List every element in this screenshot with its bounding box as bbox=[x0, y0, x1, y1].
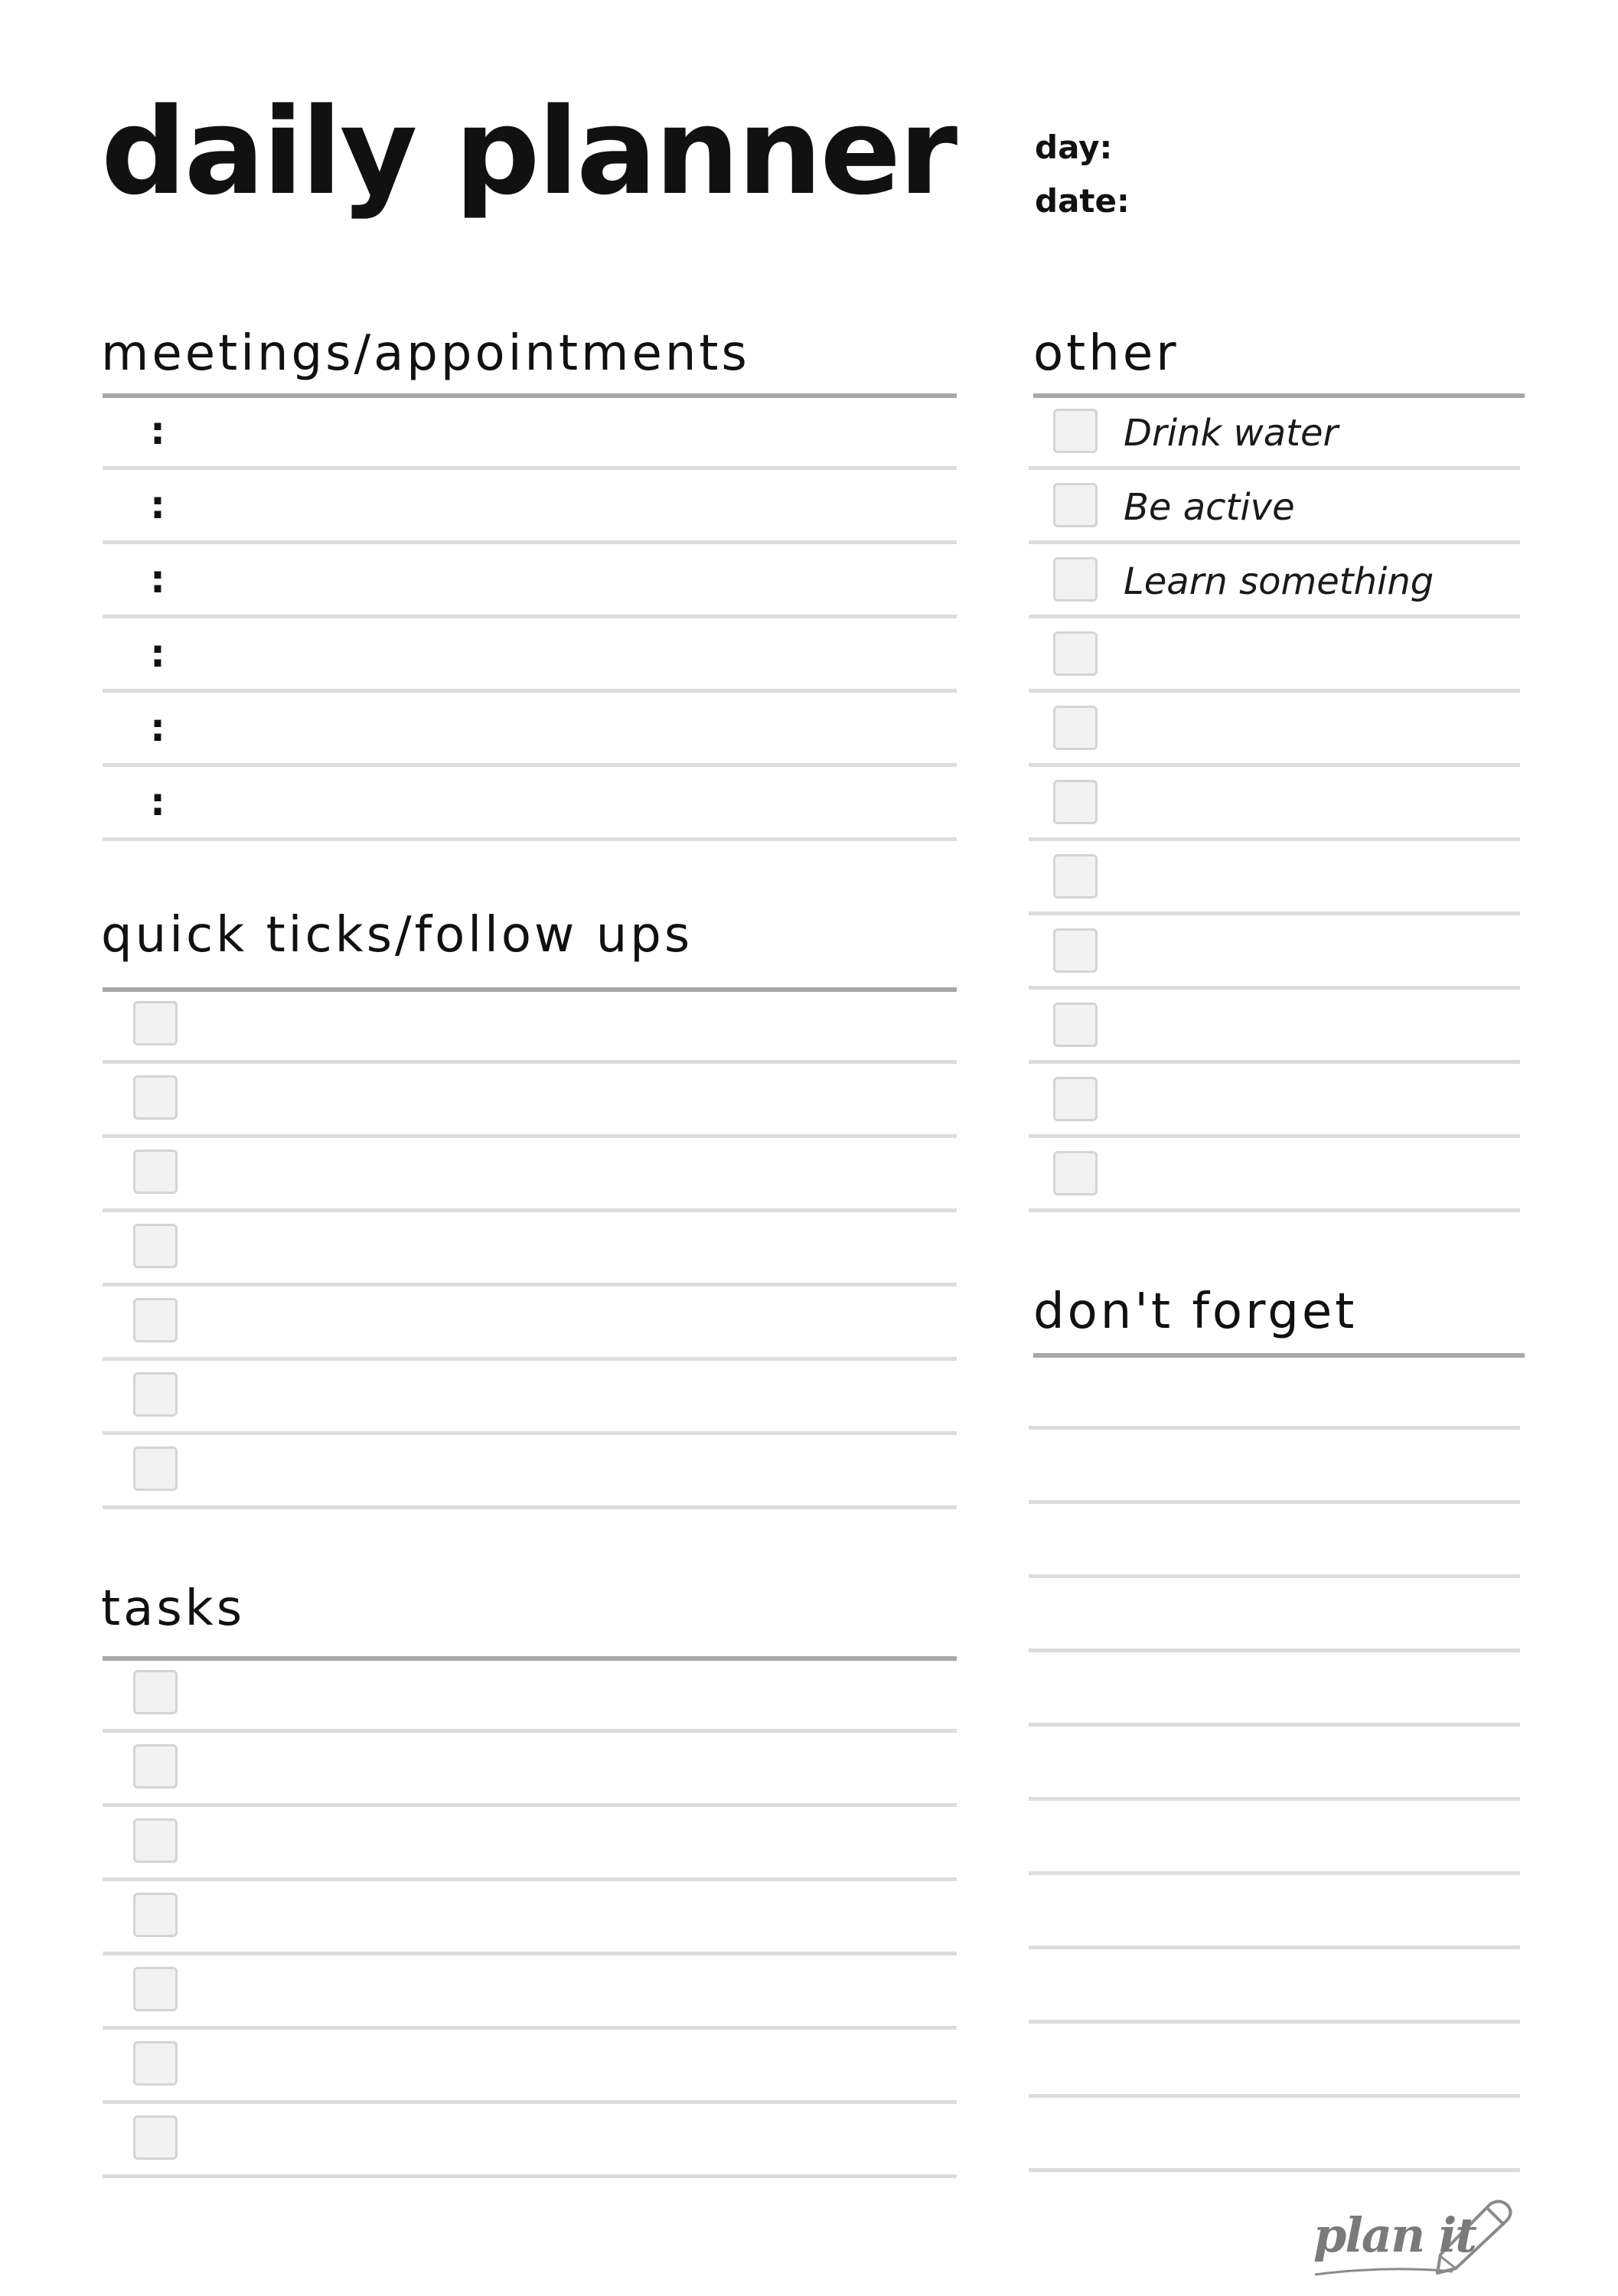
time-colon: : bbox=[150, 631, 165, 676]
row-divider bbox=[1029, 615, 1520, 618]
quick-ticks-checkbox[interactable] bbox=[133, 1001, 178, 1045]
other-item-label: Learn something bbox=[1124, 560, 1434, 603]
day-label: day: bbox=[1035, 129, 1113, 166]
row-divider bbox=[1029, 689, 1520, 693]
other-checkbox[interactable] bbox=[1053, 483, 1098, 527]
other-checkbox[interactable] bbox=[1053, 631, 1098, 676]
note-line[interactable] bbox=[1029, 1953, 1520, 2020]
row-divider bbox=[1029, 1208, 1520, 1212]
other-checkbox[interactable] bbox=[1053, 780, 1098, 824]
other-heading: other bbox=[1033, 325, 1179, 382]
row-divider bbox=[103, 466, 957, 470]
note-line[interactable] bbox=[1029, 2027, 1520, 2094]
note-line[interactable] bbox=[1029, 1656, 1520, 1723]
note-line[interactable] bbox=[1029, 1805, 1520, 1871]
row-divider bbox=[1029, 1426, 1520, 1430]
row-divider bbox=[1029, 763, 1520, 767]
tasks-checkbox[interactable] bbox=[133, 1670, 178, 1714]
meetings-heading: meetings/appointments bbox=[101, 325, 750, 382]
other-checkbox[interactable] bbox=[1053, 557, 1098, 602]
date-label: date: bbox=[1035, 182, 1130, 220]
tasks-checkbox[interactable] bbox=[133, 1744, 178, 1789]
other-checkbox[interactable] bbox=[1053, 1151, 1098, 1195]
row-divider bbox=[1029, 466, 1520, 470]
row-divider bbox=[103, 540, 957, 544]
row-divider bbox=[1029, 1723, 1520, 1727]
appointment-row[interactable] bbox=[103, 621, 957, 689]
row-divider bbox=[103, 763, 957, 767]
row-divider bbox=[1029, 2020, 1520, 2024]
tasks-heading-rule bbox=[103, 1656, 957, 1661]
row-divider bbox=[103, 1952, 957, 1955]
appointment-row[interactable] bbox=[103, 546, 957, 615]
note-line[interactable] bbox=[1029, 1582, 1520, 1649]
tasks-checkbox[interactable] bbox=[133, 1967, 178, 2011]
tasks-checkbox[interactable] bbox=[133, 1893, 178, 1937]
row-divider bbox=[103, 615, 957, 618]
note-line[interactable] bbox=[1029, 1879, 1520, 1945]
quick-ticks-checkbox[interactable] bbox=[133, 1075, 178, 1120]
time-colon: : bbox=[150, 780, 165, 824]
quick-ticks-checkbox[interactable] bbox=[133, 1446, 178, 1491]
tasks-checkbox[interactable] bbox=[133, 2115, 178, 2160]
row-divider bbox=[1029, 1060, 1520, 1064]
row-divider bbox=[103, 2174, 957, 2178]
row-divider bbox=[103, 1877, 957, 1881]
row-divider bbox=[1029, 1134, 1520, 1138]
other-checkbox[interactable] bbox=[1053, 854, 1098, 899]
row-divider bbox=[103, 1505, 957, 1509]
quick-ticks-checkbox[interactable] bbox=[133, 1224, 178, 1268]
tasks-checkbox[interactable] bbox=[133, 2041, 178, 2086]
row-divider bbox=[103, 1431, 957, 1435]
quick-ticks-heading: quick ticks/follow ups bbox=[101, 907, 693, 964]
other-heading-rule bbox=[1033, 393, 1525, 398]
row-divider bbox=[1029, 1945, 1520, 1949]
row-divider bbox=[103, 837, 957, 841]
quick-ticks-checkbox[interactable] bbox=[133, 1150, 178, 1194]
logo-text: plan it bbox=[1313, 2207, 1476, 2263]
row-divider bbox=[103, 689, 957, 693]
row-divider bbox=[1029, 2168, 1520, 2172]
tasks-checkbox[interactable] bbox=[133, 1818, 178, 1863]
row-divider bbox=[103, 1208, 957, 1212]
row-divider bbox=[103, 2100, 957, 2104]
row-divider bbox=[1029, 1574, 1520, 1578]
appointment-row[interactable] bbox=[103, 472, 957, 540]
time-colon: : bbox=[150, 409, 165, 453]
note-line[interactable] bbox=[1029, 1433, 1520, 1500]
row-divider bbox=[1029, 837, 1520, 841]
row-divider bbox=[103, 1729, 957, 1733]
quick-ticks-checkbox[interactable] bbox=[133, 1372, 178, 1417]
other-checkbox[interactable] bbox=[1053, 928, 1098, 973]
row-divider bbox=[103, 1283, 957, 1287]
other-checkbox[interactable] bbox=[1053, 706, 1098, 750]
tasks-heading: tasks bbox=[101, 1580, 246, 1637]
row-divider bbox=[103, 2026, 957, 2030]
time-colon: : bbox=[150, 483, 165, 527]
row-divider bbox=[1029, 1871, 1520, 1875]
appointment-row[interactable] bbox=[103, 769, 957, 837]
other-checkbox[interactable] bbox=[1053, 1077, 1098, 1121]
note-line[interactable] bbox=[1029, 1730, 1520, 1797]
other-checkbox[interactable] bbox=[1053, 1003, 1098, 1047]
note-line[interactable] bbox=[1029, 1508, 1520, 1574]
row-divider bbox=[1029, 1500, 1520, 1504]
other-checkbox[interactable] bbox=[1053, 409, 1098, 453]
quick-ticks-heading-rule bbox=[103, 987, 957, 992]
row-divider bbox=[103, 1803, 957, 1807]
row-divider bbox=[1029, 1649, 1520, 1652]
row-divider bbox=[1029, 912, 1520, 915]
appointment-row[interactable] bbox=[103, 695, 957, 763]
time-colon: : bbox=[150, 706, 165, 750]
dont-forget-heading-rule bbox=[1033, 1353, 1525, 1358]
appointment-row[interactable] bbox=[103, 398, 957, 466]
dont-forget-heading: don't forget bbox=[1033, 1283, 1358, 1340]
row-divider bbox=[103, 1134, 957, 1138]
row-divider bbox=[103, 1060, 957, 1064]
time-colon: : bbox=[150, 557, 165, 602]
row-divider bbox=[1029, 986, 1520, 990]
row-divider bbox=[1029, 540, 1520, 544]
row-divider bbox=[103, 1357, 957, 1361]
note-line[interactable] bbox=[1029, 2102, 1520, 2168]
other-item-label: Be active bbox=[1124, 486, 1295, 529]
row-divider bbox=[1029, 1797, 1520, 1801]
quick-ticks-checkbox[interactable] bbox=[133, 1298, 178, 1342]
row-divider bbox=[1029, 2094, 1520, 2098]
other-item-label: Drink water bbox=[1124, 412, 1339, 455]
page-title: daily planner bbox=[101, 82, 956, 221]
plan-it-logo bbox=[1310, 2195, 1517, 2279]
note-line[interactable] bbox=[1029, 1359, 1520, 1426]
